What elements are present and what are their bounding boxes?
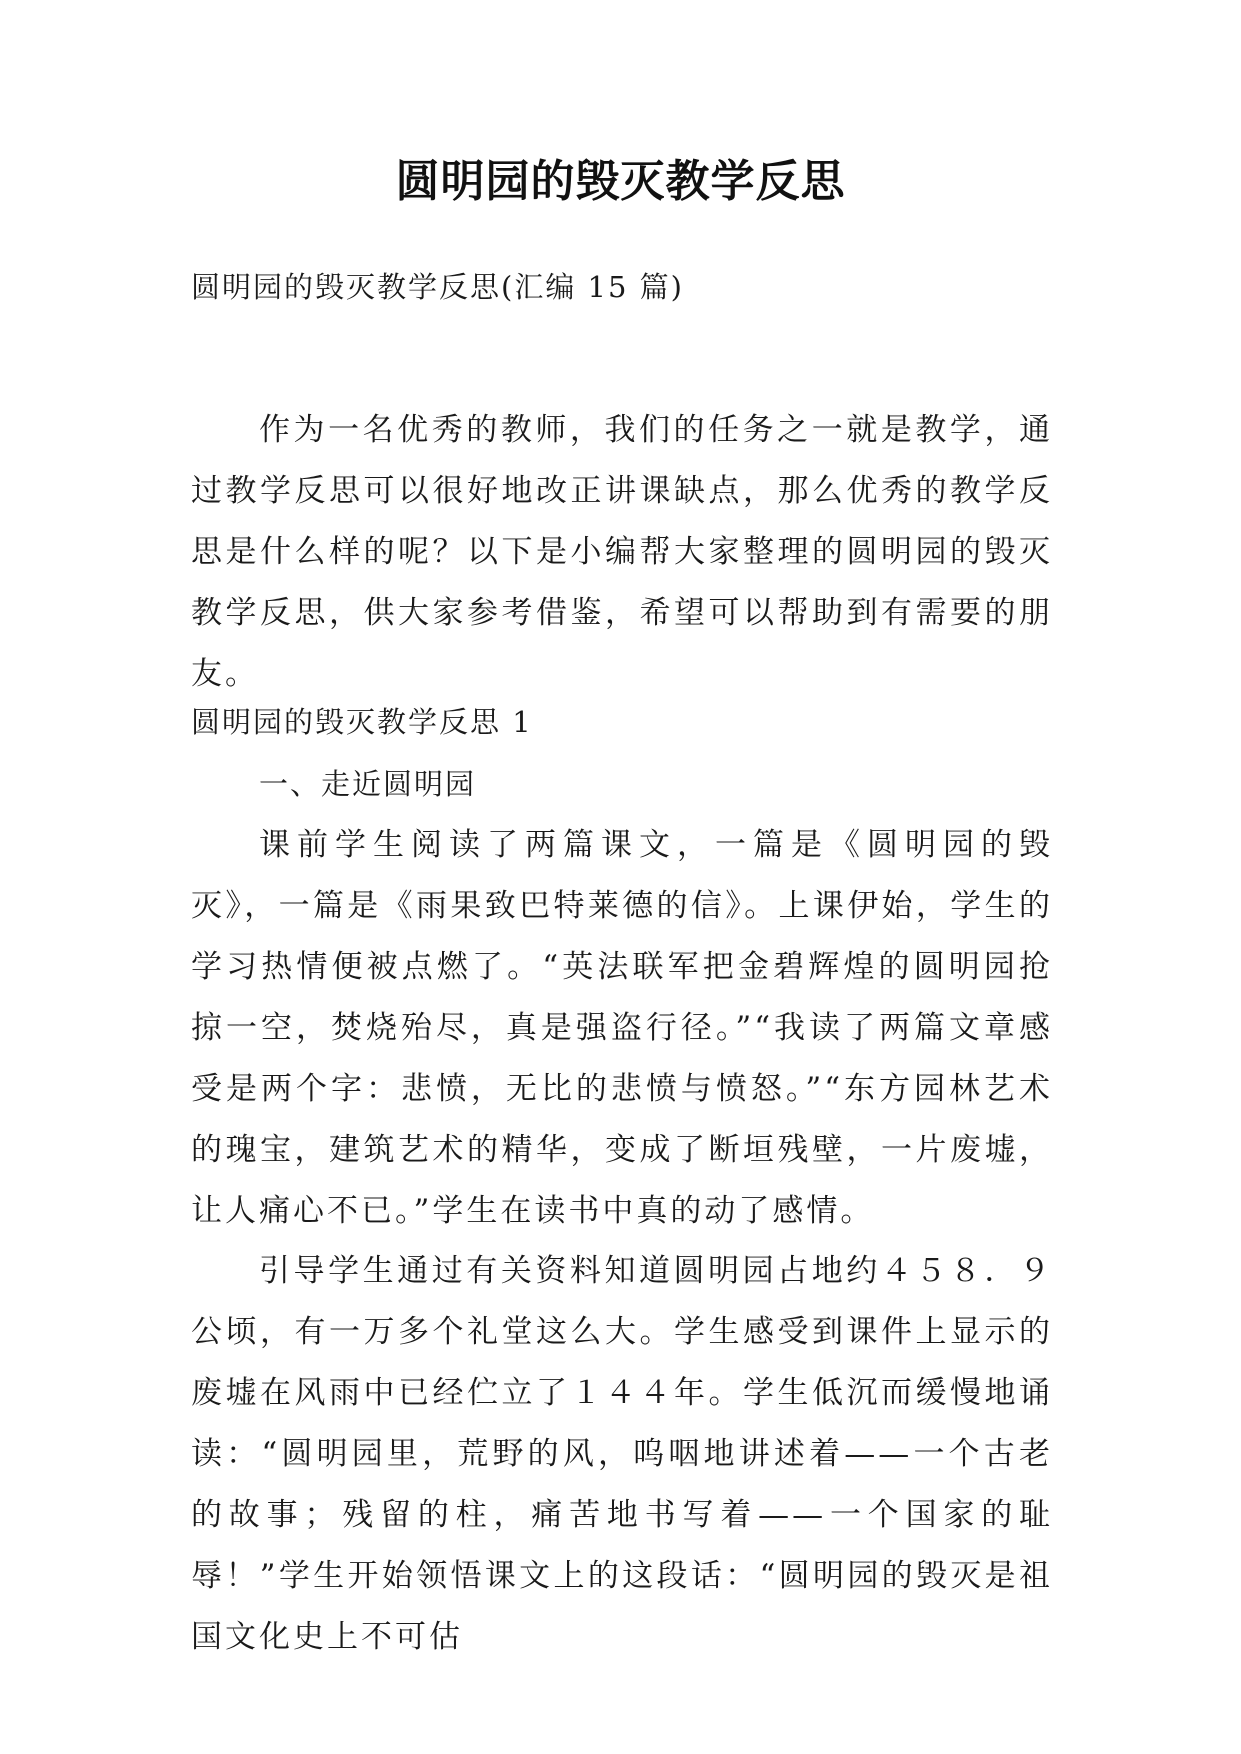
section-heading: 圆明园的毁灭教学反思 1	[191, 705, 533, 739]
body-paragraph: 引导学生通过有关资料知道圆明园占地约４５８．９公顷，有一万多个礼堂这么大。学生感受到课件上显示的废墟在风雨中已经伫立了１４４年。学生低沉而缓慢地诵读：“圆明园里，荒野的风，呜咽地讲述着——一个古老的故事；残留的柱，痛苦地书写着——一个国家的耻辱！”学生开始领悟课文上的这段话：“圆明园的毁灭是祖国文化史上不可估	[191, 1253, 1053, 1655]
intro-paragraph: 作为一名优秀的教师，我们的任务之一就是教学，通过教学反思可以很好地改正讲课缺点，那么优秀的教学反思是什么样的呢？以下是小编帮大家整理的圆明园的毁灭教学反思，供大家参考借鉴，希望可以帮助到有需要的朋友。	[191, 412, 1053, 692]
body-paragraph: 课前学生阅读了两篇课文，一篇是《圆明园的毁灭》，一篇是《雨果致巴特莱德的信》。上课伊始，学生的学习热情便被点燃了。“英法联军把金碧辉煌的圆明园抢掠一空，焚烧殆尽，真是强盗行径。”“我读了两篇文章感受是两个字：悲愤，无比的悲愤与愤怒。”“东方园林艺术的瑰宝，建筑艺术的精华，变成了断垣残壁，一片废墟，让人痛心不已。”学生在读书中真的动了感情。	[191, 827, 1053, 1229]
sub-heading: 一、走近圆明园	[259, 767, 477, 801]
document-subtitle: 圆明园的毁灭教学反思(汇编 15 篇)	[191, 270, 684, 304]
document-title: 圆明园的毁灭教学反思	[395, 156, 846, 207]
